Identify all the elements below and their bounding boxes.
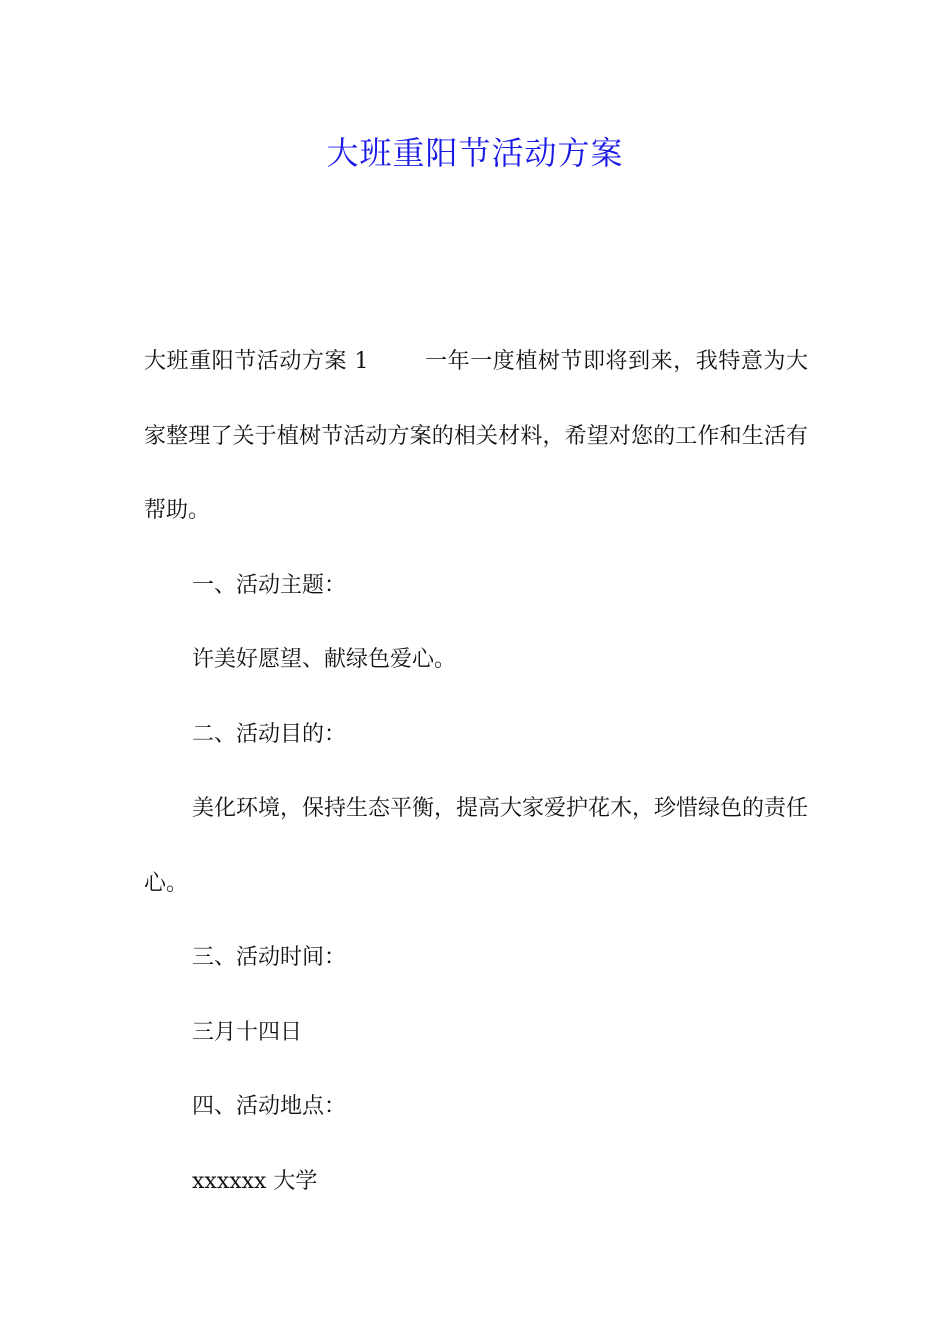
section-text-theme: 许美好愿望、献绿色爱心。 <box>192 647 457 672</box>
document-body <box>144 325 808 1219</box>
section-heading-location: 四、活动地点： <box>192 1094 347 1119</box>
section-text-time: 三月十四日 <box>192 1019 303 1045</box>
section-heading-theme: 一、活动主题： <box>192 572 347 598</box>
intro-text: 一年一度植树节即将到来，我特意为大家整理了关于植树节活动方案的相关材料，希望对您的工作和生活有帮助。 <box>144 349 808 523</box>
section-text-purpose: 美化环境，保持生态平衡，提高大家爱护花木，珍惜绿色的责任心。 <box>144 796 809 896</box>
intro-paragraph <box>144 325 808 549</box>
document-title: 大班重阳节活动方案 <box>326 134 624 172</box>
section-heading-purpose: 二、活动目的： <box>192 721 347 747</box>
intro-heading: 大班重阳节活动方案 1 <box>144 349 369 374</box>
section-heading-time: 三、活动时间： <box>192 945 347 970</box>
section-text-location: xxxxxx 大学 <box>192 1168 318 1194</box>
